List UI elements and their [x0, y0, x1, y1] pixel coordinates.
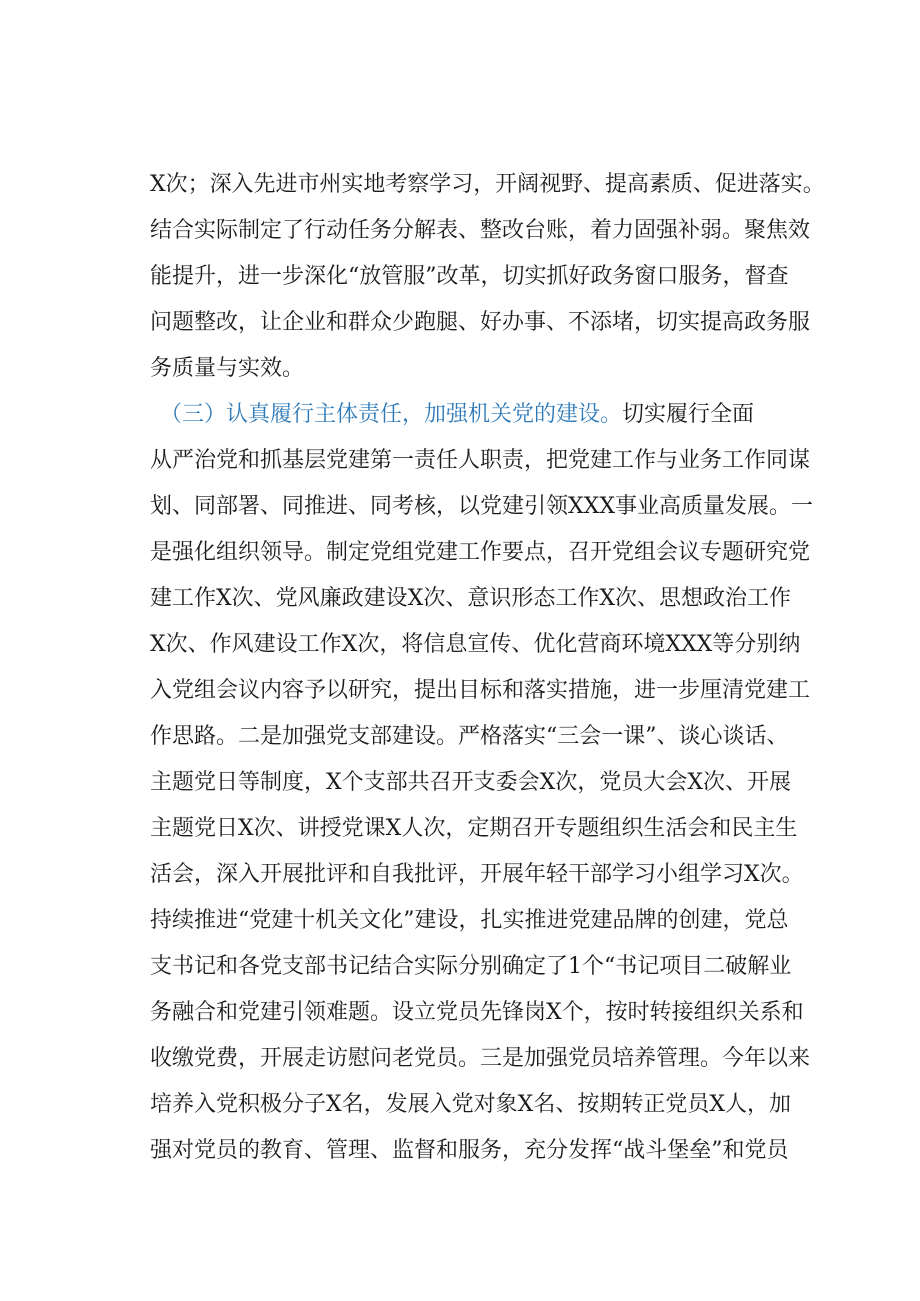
paragraph-2-line: [0, 852, 920, 898]
text-line: 务质量与实效。: [150, 356, 305, 381]
paragraph-2-first-line: [0, 392, 920, 438]
text-line: 作思路。二是加强党支部建设。严格落实“三会一课”、谈心谈话、: [150, 724, 789, 749]
text-line: 能提升，进一步深化“放管服”改革，切实抓好政务窗口服务，督查: [150, 264, 789, 289]
paragraph-2-line: [0, 806, 920, 852]
text-line: 收缴党费，开展走访慰问老党员。三是加强党员培养管理。今年以来: [150, 1046, 811, 1071]
paragraph-2-line: [0, 944, 920, 990]
text-line: X次、作风建设工作X次，将信息宣传、优化营商环境XXX等分别纳: [150, 632, 801, 657]
paragraph-2-line: [0, 714, 920, 760]
paragraph-2-line: [0, 576, 920, 622]
text-line: 支书记和各党支部书记结合实际分别确定了1个“书记项目二破解业: [150, 954, 792, 979]
text-line: 问题整改，让企业和群众少跑腿、好办事、不添堵，切实提高政务服: [150, 310, 811, 335]
text-line: 切实履行全面: [622, 402, 755, 427]
text-line: 结合实际制定了行动任务分解表、整改台账，着力固强补弱。聚焦效: [150, 218, 811, 243]
paragraph-2-line: [0, 898, 920, 944]
paragraph-1-line: [0, 208, 920, 254]
paragraph-1-line: [0, 300, 920, 346]
paragraph-2-line: [0, 530, 920, 576]
paragraph-2-line: [0, 990, 920, 1036]
paragraph-1-line: [0, 254, 920, 300]
text-line: 是强化组织领导。制定党组党建工作要点，召开党组会议专题研究党: [150, 540, 811, 565]
paragraph-2-line: [0, 622, 920, 668]
paragraph-2-line: [0, 668, 920, 714]
text-line: 划、同部署、同推进、同考核，以党建引领XXX事业高质量发展。一: [150, 494, 813, 519]
text-line: 培养入党积极分子X名，发展入党对象X名、按期转正党员X人，加: [150, 1092, 791, 1117]
section-heading: （三）认真履行主体责任，加强机关党的建设。: [160, 402, 623, 427]
text-line: 强对党员的教育、管理、监督和服务，充分发挥“战斗堡垒”和党员: [150, 1138, 789, 1163]
text-line: 主题党日X次、讲授党课X人次，定期召开专题组织生活会和民主生: [150, 816, 798, 841]
paragraph-2-line: [0, 1082, 920, 1128]
text-line: 务融合和党建引领难题。设立党员先锋岗X个，按时转接组织关系和: [150, 1000, 804, 1025]
paragraph-2-line: [0, 1128, 920, 1174]
paragraph-2-line: [0, 438, 920, 484]
paragraph-2-line: [0, 760, 920, 806]
text-line: 持续推进“党建十机关文化”建设，扎实推进党建品牌的创建，党总: [150, 908, 789, 933]
text-line: 建工作X次、党风廉政建设X次、意识形态工作X次、思想政治工作: [150, 586, 791, 611]
paragraph-2-line: [0, 1036, 920, 1082]
text-line: 从严治党和抓基层党建第一责任人职责，把党建工作与业务工作同谋: [150, 448, 811, 473]
paragraph-1-line: [0, 162, 920, 208]
text-line: X次；深入先进市州实地考察学习，开阔视野、提高素质、促进落实。: [150, 172, 825, 197]
text-line: 主题党日等制度，X个支部共召开支委会X次，党员大会X次、开展: [150, 770, 791, 795]
text-line: 入党组会议内容予以研究，提出目标和落实措施，进一步厘清党建工: [150, 678, 811, 703]
paragraph-1-line: [0, 346, 920, 392]
paragraph-2-line: [0, 484, 920, 530]
text-line: 活会，深入开展批评和自我批评，开展年轻干部学习小组学习X次。: [150, 862, 804, 887]
